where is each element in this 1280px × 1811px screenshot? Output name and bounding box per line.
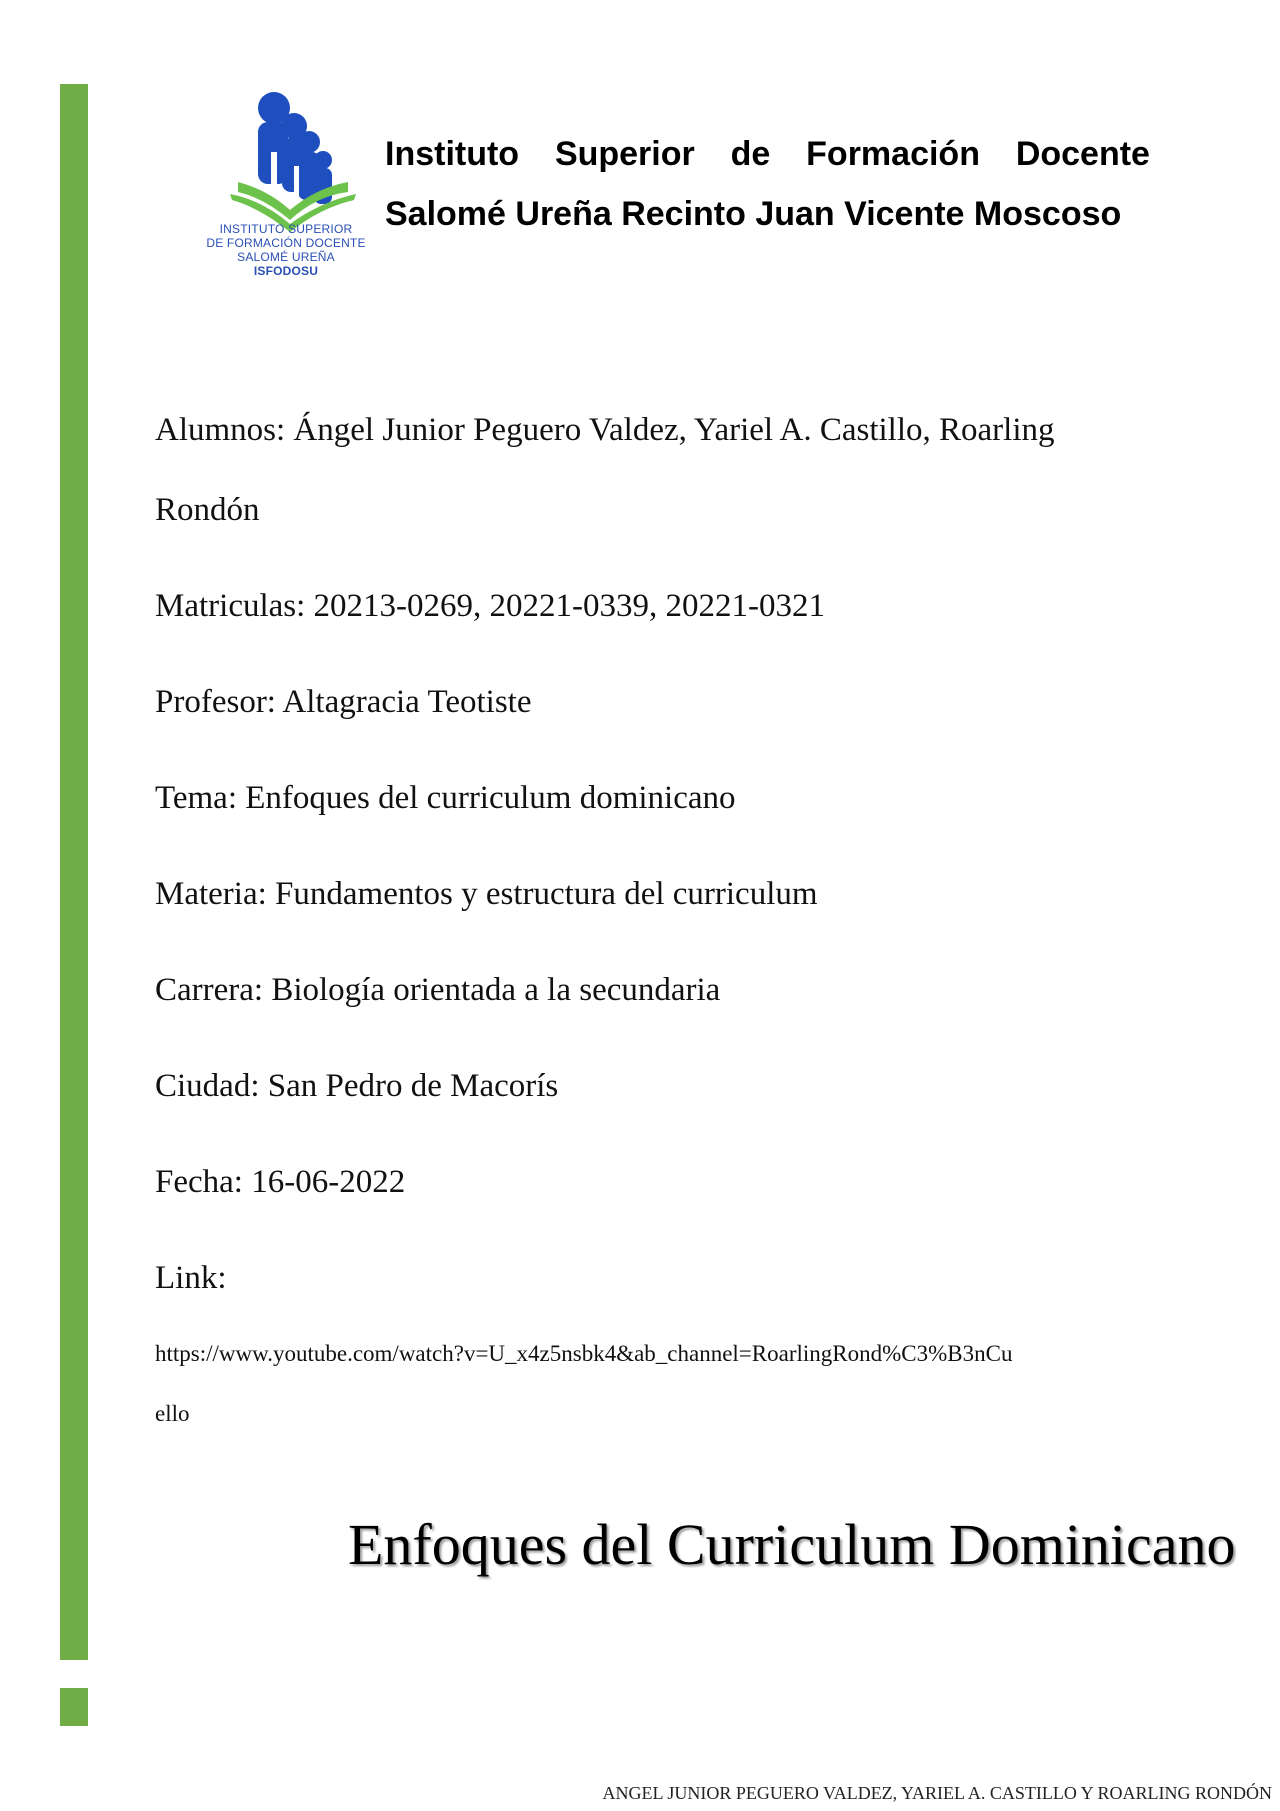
link-label: Link:	[155, 1260, 227, 1296]
video-link[interactable]: https://www.youtube.com/watch?v=U_x4z5nsbk4&ab_channel=RoarlingRond%C3%B3nCu	[155, 1341, 1013, 1366]
students-field: Alumnos: Ángel Junior Peguero Valdez, Yariel A. Castillo, Roarling	[155, 412, 1055, 448]
institution-name	[385, 124, 1150, 244]
document-title: Enfoques del Curriculum Dominicano	[348, 1512, 1236, 1577]
date-field: Fecha: 16-06-2022	[155, 1164, 406, 1200]
accent-square	[60, 1688, 88, 1726]
institution-name-line-2: Salomé Ureña Recinto Juan Vicente Moscoso	[385, 195, 1122, 233]
enrollment-field: Matriculas: 20213-0269, 20221-0339, 20221-0321	[155, 588, 826, 624]
page-footer: ANGEL JUNIOR PEGUERO VALDEZ, YARIEL A. CASTILLO Y ROARLING RONDÓN	[602, 1783, 1272, 1803]
institution-word: Instituto	[385, 135, 520, 173]
logo-line-4: ISFODOSU	[253, 264, 319, 278]
institution-word: Formación	[806, 135, 980, 173]
institution-word: de	[730, 135, 771, 173]
logo-line-3: SALOMÉ UREÑA	[237, 250, 335, 264]
institution-word: Superior	[554, 135, 695, 173]
subject-field: Materia: Fundamentos y estructura del curriculum	[155, 876, 818, 912]
logo-text	[198, 222, 374, 278]
video-link-continued[interactable]: ello	[155, 1401, 190, 1426]
career-field: Carrera: Biología orientada a la secundaria	[155, 972, 721, 1008]
logo-line-2: DE FORMACIÓN DOCENTE	[206, 236, 366, 250]
institution-word: Docente	[1015, 135, 1150, 173]
logo-line-1: INSTITUTO SUPERIOR	[219, 222, 353, 236]
accent-bar	[60, 84, 88, 1660]
students-field-continued: Rondón	[155, 492, 260, 528]
institution-name-line-1	[385, 124, 1150, 184]
topic-field: Tema: Enfoques del curriculum dominicano	[155, 780, 736, 816]
city-field: Ciudad: San Pedro de Macorís	[155, 1068, 559, 1104]
professor-field: Profesor: Altagracia Teotiste	[155, 684, 532, 720]
